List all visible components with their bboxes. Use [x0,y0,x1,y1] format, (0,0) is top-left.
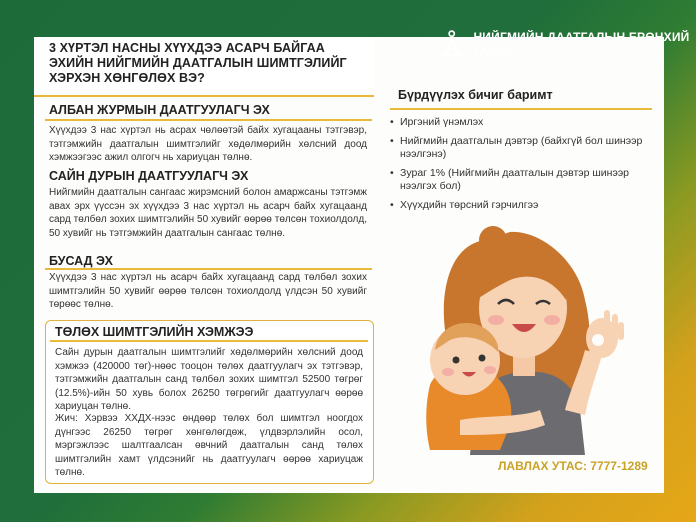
page-title: 3 ХҮРТЭЛ НАСНЫ ХҮҮХДЭЭ АСАРЧ БАЙГАА ЭХИЙН НИЙГМИЙН ДААТГАЛЫН ШИМТГЭЛИЙГ ХЭРХЭН ХӨНГӨЛӨХ ВЭ? [49,41,347,85]
list-item: • Хүүхдийн төрсний гэрчилгээ [390,199,650,212]
contact-phone: ЛАВЛАХ УТАС: 7777-1289 [498,459,648,473]
documents-list [390,116,650,218]
list-item: • Нийгмийн даатгалын дэвтэр (байхгүй бол шинээр нээлгэнэ) [390,135,650,161]
list-item: • Иргэний үнэмлэх [390,116,650,129]
section-body-other: Хүүхдээ 3 нас хүртэл нь асарч байх хугацаанд сард төлбөл зохих шимтгэлийн 50 хувийг өөрөө төлсөн тохиолдолд үлдсэн 50 хувийг төрөөс төлнө. [49,272,367,311]
section-example-amount: Жич: Хэрвээ ХХДХ-нээс өндөөр төлөх бол шимтгэл ноогдох дүнгээс 26250 төгрөг хөнгөлөгдөж, үлдвэрлэлийн осол, мэргэжлээс шалтгаалсан өвчний даатгалын санд төлөх шимтгэлийн хамт үлдсэнийг нь даатгуулагч өөрөө хариуцаж төлнө. [55,413,363,479]
brand [438,26,696,62]
section-body-official: Хүүхдээ 3 нас хүртэл нь асрах чөлөөтэй байх хугацааны тэтгэвэр, тэтгэмжийн даатгалын шимтгэлийг хөдөлмөрийн хөлсний доод хэмжээгээс ажил олгогч нь хариуцан төлнө. [49,125,367,164]
section-heading-official: АЛБАН ЖУРМЫН ДААТГУУЛАГЧ ЭХ [49,103,270,117]
section-body-amount: Сайн дурын даатгалын шимтгэлийг хөдөлмөрийн хөлсний доод хэмжээ (420000 төг)-нөөс тооцон төлөх даатгуулагч эх тэтгэвэр, тэтгэмжийн даатгалын санд төлбөл зохих шимтгэл 52500 төгрөг (12.5%)-ийн 50 хувь болох 26250 төгрөгийг даатгуулагч өөрөө хариуцан төлнө. [55,347,363,413]
ndeg-logo-icon [438,26,465,62]
section-body-voluntary: Нийгмийн даатгалын сангаас жирэмсний болон амаржсаны тэтгэмж авах эрх үүссэн эх хүүхдээ 3 нас хүртэл нь асарч байх хугацаанд сард төлбөл зохих шимтгэлийн 50 хувийг өөрөө төлсөн тохиолдолд, 50 хувийг нь тэтгэмжийн даатгалын сангаас төлнө. [49,187,367,239]
list-item: • Зураг 1% (Нийгмийн даатгалын дэвтэр шинээр нээлгэх бол) [390,167,650,193]
section-heading-voluntary: САЙН ДУРЫН ДААТГУУЛАГЧ ЭХ [49,169,249,183]
divider [45,119,372,121]
mother-baby-illustration [390,220,660,455]
section-heading-other: БУСАД ЭХ [49,254,113,268]
section-heading-amount: ТӨЛӨХ ШИМТГЭЛИЙН ХЭМЖЭЭ [55,325,254,339]
org-name: НИЙГМИЙН ДААТГАЛЫН ЕРӨНХИЙ ГАЗАР [473,30,690,58]
documents-heading: Бүрдүүлэх бичиг баримт [398,88,553,102]
divider [45,268,372,270]
divider [50,340,368,342]
divider [390,108,652,110]
